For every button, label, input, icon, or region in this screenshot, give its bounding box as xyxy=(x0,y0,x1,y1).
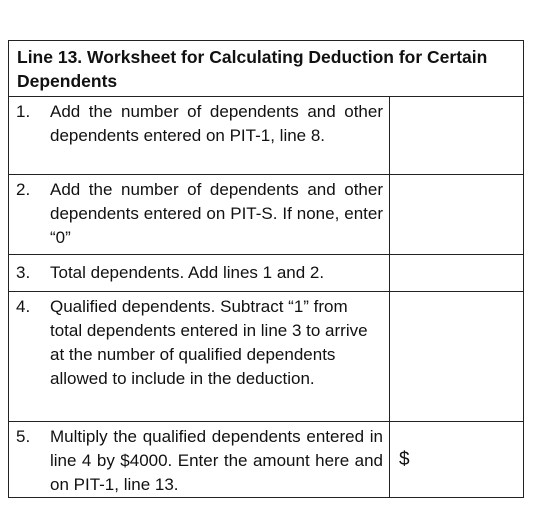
amount-cell-1[interactable] xyxy=(390,97,523,174)
dollar-sign: $ xyxy=(399,448,410,470)
worksheet-row-5 xyxy=(9,422,523,497)
row-number: 5. xyxy=(16,427,31,446)
amount-cell-4[interactable] xyxy=(390,292,523,421)
worksheet-table xyxy=(8,40,524,498)
row-number: 1. xyxy=(16,102,31,121)
row-number: 4. xyxy=(16,297,31,316)
row-description xyxy=(9,97,390,174)
row-text: Multiply the qualified dependents entered in line 4 by $4000. Enter the amount here and on PIT-1, line 13. xyxy=(50,427,383,494)
amount-cell-3[interactable] xyxy=(390,255,523,291)
amount-cell-5[interactable] xyxy=(390,422,523,497)
row-description xyxy=(9,255,390,291)
row-description xyxy=(9,292,390,421)
row-text: Qualified dependents. Subtract “1” from total dependents entered in line 3 to arrive at the number of qualified dependents allowed to include in the deduction. xyxy=(50,297,368,388)
worksheet-title: Line 13. Worksheet for Calculating Deduction for Certain Dependents xyxy=(9,41,523,97)
row-description xyxy=(9,422,390,497)
worksheet-row-1 xyxy=(9,97,523,175)
row-number: 2. xyxy=(16,180,31,199)
row-number: 3. xyxy=(16,263,31,282)
amount-cell-2[interactable] xyxy=(390,175,523,254)
worksheet-row-4 xyxy=(9,292,523,422)
row-text: Add the number of dependents and other dependents entered on PIT-S. If none, enter “0” xyxy=(50,180,383,247)
worksheet-row-2 xyxy=(9,175,523,255)
row-description xyxy=(9,175,390,254)
row-text: Total dependents. Add lines 1 and 2. xyxy=(50,263,325,282)
row-text: Add the number of dependents and other dependents entered on PIT-1, line 8. xyxy=(50,102,383,145)
worksheet-row-3 xyxy=(9,255,523,292)
